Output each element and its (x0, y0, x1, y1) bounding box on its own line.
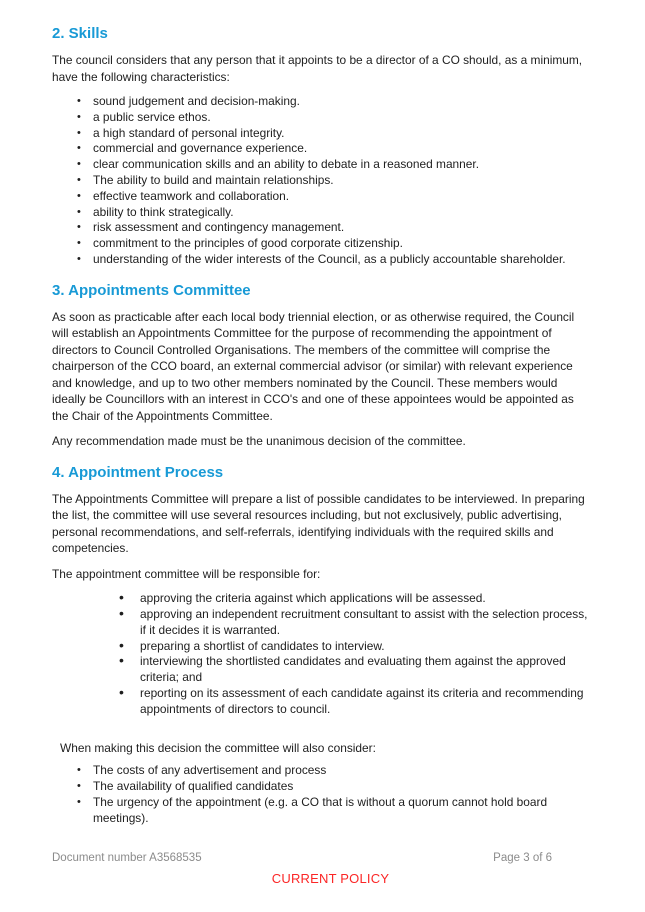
list-item: • approving the criteria against which applications will be assessed. (117, 591, 593, 607)
consider-bullet-list (75, 763, 593, 826)
list-item: • commitment to the principles of good corporate citizenship. (75, 236, 593, 252)
list-item: • commercial and governance experience. (75, 141, 593, 157)
section-heading-skills: 2. Skills (52, 25, 108, 42)
policy-status-stamp: CURRENT POLICY (271, 871, 390, 886)
list-item: • clear communication skills and an ability to debate in a reasoned manner. (75, 157, 593, 173)
list-item: • effective teamwork and collaboration. (75, 189, 593, 205)
list-item: • The availability of qualified candidates (75, 779, 593, 795)
list-item: • The urgency of the appointment (e.g. a CO that is without a quorum cannot hold board meetings). (75, 795, 593, 827)
skills-bullet-list (75, 94, 593, 268)
section-heading-appointments-committee: 3. Appointments Committee (52, 281, 251, 299)
section-heading-appointment-process: 4. Appointment Process (52, 463, 224, 481)
list-item: • ability to think strategically. (75, 205, 593, 221)
list-item: • sound judgement and decision-making. (75, 94, 593, 110)
consider-intro: When making this decision the committee will also consider: (60, 740, 376, 755)
list-item: • reporting on its assessment of each candidate against its criteria and recommending appointments of directors to council. (117, 686, 593, 718)
list-item: • preparing a shortlist of candidates to interview. (117, 639, 593, 655)
list-item: • a high standard of personal integrity. (75, 126, 593, 142)
page-indicator: Page 3 of 6 (493, 852, 552, 864)
list-item: • The ability to build and maintain relationships. (75, 173, 593, 189)
skills-intro-paragraph: The council considers that any person that it appoints to be a director of a CO should, as a minimum, have the following characteristics: (52, 53, 583, 84)
page-footer (52, 852, 552, 864)
unanimous-decision-paragraph: Any recommendation made must be the unanimous decision of the committee. (52, 434, 466, 449)
list-item: • approving an independent recruitment consultant to assist with the selection process, if it decides it is warranted. (117, 607, 593, 639)
list-item: • a public service ethos. (75, 110, 593, 126)
list-item: • understanding of the wider interests of the Council, as a publicly accountable shareholder. (75, 252, 593, 268)
list-item: • The costs of any advertisement and process (75, 763, 593, 779)
responsible-bullet-list (117, 591, 593, 717)
list-item: • risk assessment and contingency management. (75, 220, 593, 236)
responsible-intro: The appointment committee will be responsible for: (52, 566, 321, 581)
appointment-process-paragraph: The Appointments Committee will prepare a list of possible candidates to be interviewed. In preparing the list, the committee will use several resources including, but not exclusively, public advertising, personal recommendations, and self-referrals, identifying individuals with the required skills and competencies. (52, 491, 585, 556)
list-item: • interviewing the shortlisted candidates and evaluating them against the approved criteria; and (117, 654, 593, 686)
document-number: Document number A3568535 (52, 852, 202, 864)
appointments-committee-paragraph: As soon as practicable after each local body triennial election, or as otherwise required, the Council will establish an Appointments Committee for the purpose of recommending the appointment of directors to Council Controlled Organisations. The members of the committee will comprise the chairperson of the CCO board, an external commercial advisor (or similar) with relevant experience and knowledge, and up to two other members nominated by the Council. These members would ideally be Councillors with an interest in CCO's and one of these appointees would be appointed as the Chair of the Appointments Committee. (52, 309, 575, 423)
